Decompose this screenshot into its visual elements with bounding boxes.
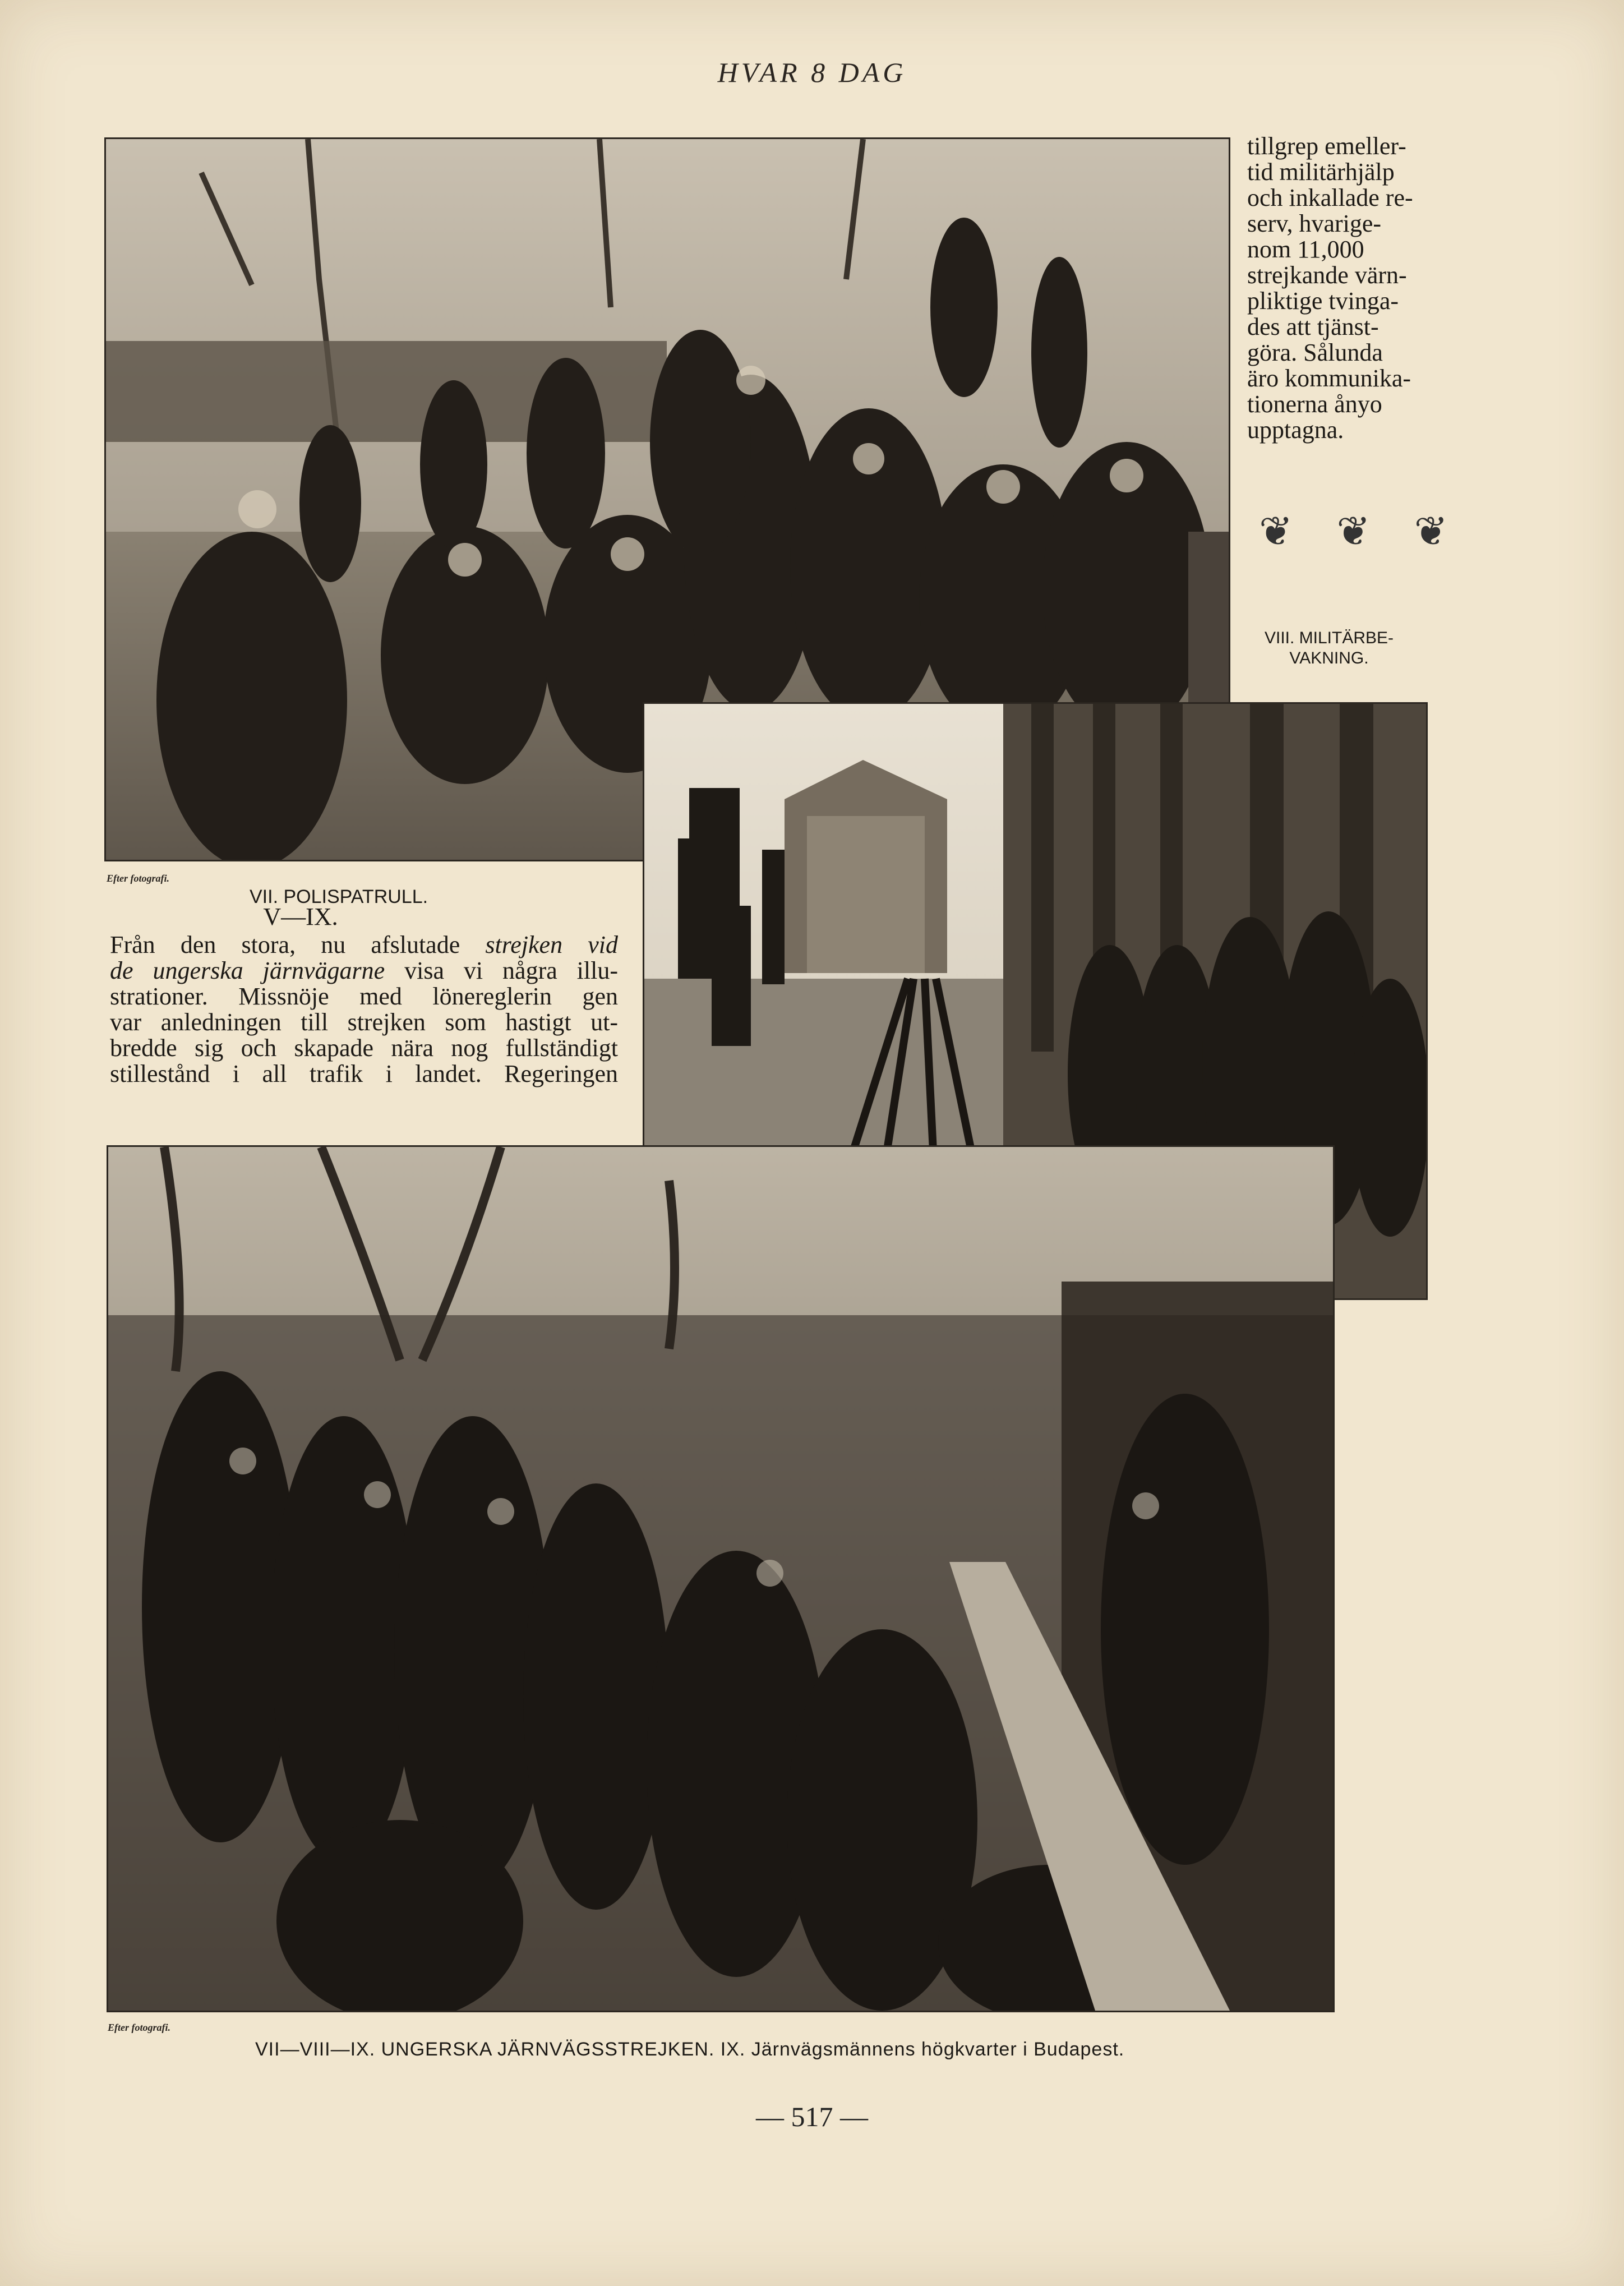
article-line [110, 958, 618, 984]
article-line2-italic: de ungerska järnvägarne [110, 957, 385, 984]
caption-ix: VII—VIII—IX. UNGERSKA JÄRNVÄGSSTREJKEN. IX. Järnvägsmännens högkvarter i Budapest. [255, 2039, 1125, 2060]
sidebar-line: tid militärhjälp [1247, 158, 1395, 186]
photo-vii-credit: Efter fotografi. [107, 873, 169, 884]
article-line1-italic: strejken vid [485, 931, 619, 958]
caption-vii: VII. POLISPATRULL. [250, 886, 428, 907]
sidebar-line: nom 11,000 [1247, 236, 1364, 263]
article-line: strationer. Missnöje med lönereglerin gen [110, 983, 618, 1010]
sidebar-line: pliktige tvinga- [1247, 287, 1399, 315]
photo-railway-headquarters [107, 1145, 1335, 2012]
article-line2-plain: visa vi några illu- [385, 957, 618, 984]
sidebar-line: tionerna ånyo [1247, 390, 1382, 418]
article-line: stillestånd i all trafik i landet. Regeringen [110, 1060, 618, 1087]
sidebar-line: göra. Sålunda [1247, 339, 1383, 366]
railway-headquarters-image [108, 1147, 1333, 2011]
article-line [110, 932, 618, 958]
article-line: bredde sig och skapade nära nog fullständigt [110, 1034, 618, 1062]
sidebar-line: äro kommunika- [1247, 365, 1411, 392]
page-number: — 517 — [756, 2101, 868, 2132]
caption-viii-line2: VAKNING. [1289, 649, 1369, 667]
section-title: V—IX. [263, 903, 338, 930]
sidebar-line: strejkande värn- [1247, 261, 1407, 289]
sidebar-line: tillgrep emeller- [1247, 132, 1406, 160]
sidebar-line: serv, hvarige- [1247, 210, 1382, 237]
article-body [110, 904, 618, 1087]
caption-viii-line1: VIII. MILITÄRBE- [1264, 629, 1394, 647]
article-line: var anledningen till strejken som hastigt ut- [110, 1008, 618, 1036]
article-line1-plain: Från den stora, nu afslutade [110, 931, 486, 958]
sidebar-line: upptagna. [1247, 416, 1344, 444]
caption-viii [1234, 628, 1424, 669]
sidebar-column [1247, 133, 1427, 443]
running-head: HVAR 8 DAG [717, 57, 907, 88]
sidebar-line: och inkallade re- [1247, 184, 1413, 211]
photo-ix-credit: Efter fotografi. [108, 2022, 170, 2033]
sidebar-line: des att tjänst- [1247, 313, 1379, 340]
clover-ornament: ❦ ❦ ❦ [1259, 509, 1465, 554]
